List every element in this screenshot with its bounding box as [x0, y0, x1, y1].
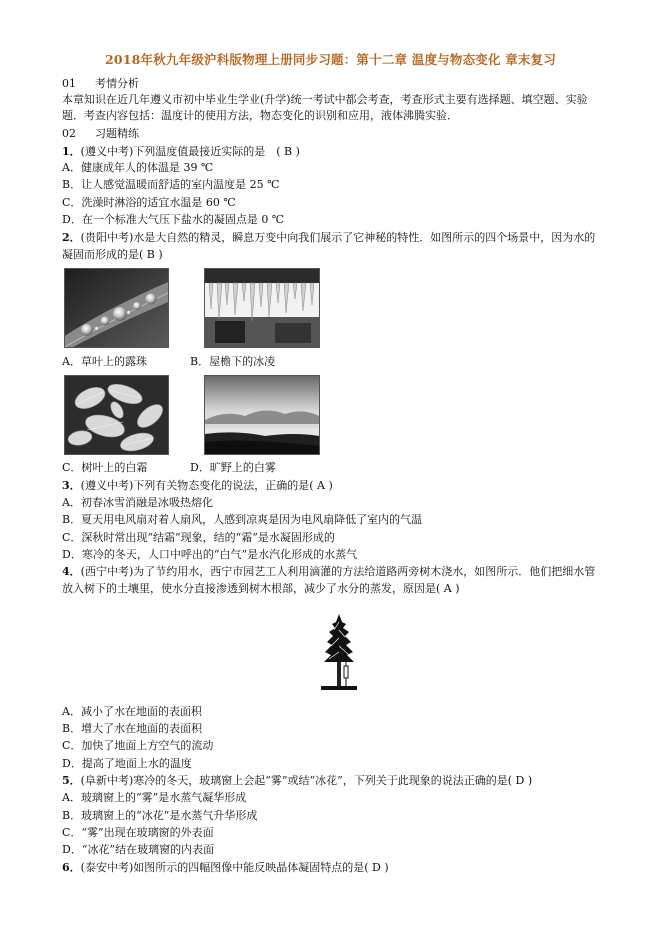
- question-1: [62, 144, 300, 159]
- intro-line-1: 本章知识在近几年遵义市初中毕业生学业(升学)统一考试中都会考查，考查形式主要有选择题、填空题、实验: [62, 93, 588, 106]
- q5-option-d: D．“冰花”结在玻璃窗的内表面: [62, 843, 215, 856]
- q3-option-c: C．深秋时常出现“结霜”现象，结的“霜”是水凝固形成的: [62, 531, 335, 544]
- q1-option-d: D．在一个标准大气压下盐水的凝固点是 0 ℃: [62, 213, 285, 226]
- page-title: 2018年秋九年级沪科版物理上册同步习题：第十二章 温度与物态变化 章末复习: [104, 52, 557, 67]
- q4-option-b: B．增大了水在地面的表面积: [62, 722, 203, 735]
- drip-irrigation-tree-figure: [318, 612, 360, 694]
- question-3-number: 3．: [62, 479, 81, 492]
- q5-option-a: A．玻璃窗上的“雾”是水蒸气凝华形成: [62, 791, 247, 804]
- q3-option-d: D．寒冷的冬天，人口中呼出的“白气”是水汽化形成的水蒸气: [62, 548, 358, 561]
- q5-option-c: C．“雾”出现在玻璃窗的外表面: [62, 826, 214, 839]
- question-5: [62, 773, 532, 788]
- dew-drops-photo: [64, 268, 169, 348]
- question-1-stem: (遵义中考)下列温度值最接近实际的是 ( B ): [80, 145, 300, 158]
- q4-option-d: D．提高了地面上水的温度: [62, 757, 192, 770]
- question-6-number: 6．: [62, 861, 81, 874]
- question-2: [62, 230, 595, 245]
- question-2-stem-1: (贵阳中考)水是大自然的精灵，瞬息万变中向我们展示了它神秘的特性．如图所示的四个场景中，因为水的: [80, 231, 596, 244]
- question-2-number: 2．: [62, 231, 81, 244]
- question-4-stem-2: 放入树下的土壤里，使水分直接渗透到树木根部，减少了水分的蒸发，原因是( A ): [62, 582, 460, 595]
- q2-option-a: A．草叶上的露珠: [62, 355, 147, 368]
- section-heading-analysis: 考情分析: [95, 77, 139, 90]
- question-6: [62, 860, 389, 875]
- q1-option-a: A．健康成年人的体温是 39 ℃: [62, 161, 214, 174]
- question-4-stem-1: (西宁中考)为了节约用水，西宁市园艺工人利用滴灌的方法给道路两旁树木浇水，如图所示．他们把细水管: [80, 565, 596, 578]
- q1-option-b: B．让人感觉温暖而舒适的室内温度是 25 ℃: [62, 178, 280, 191]
- question-5-stem: (阜新中考)寒冷的冬天，玻璃窗上会起“雾”或结“冰花”，下列关于此现象的说法正确的是( D ): [80, 774, 533, 787]
- water-pipe-icon: [344, 662, 348, 686]
- section-number-1: 01: [62, 77, 76, 90]
- section-number-2: 02: [62, 127, 76, 140]
- intro-line-2: 题．考查内容包括：温度计的使用方法，物态变化的识别和应用，液体沸腾实验．: [62, 109, 458, 122]
- question-1-number: 1．: [62, 145, 81, 158]
- q3-option-a: A．初春冰雪消融是冰吸热熔化: [62, 496, 213, 509]
- q2-option-c: C．树叶上的白霜: [62, 461, 148, 474]
- question-2-stem-2: 凝固而形成的是( B ): [62, 248, 163, 261]
- question-6-stem: (泰安中考)如图所示的四幅图像中能反映晶体凝固特点的是( D ): [80, 861, 389, 874]
- question-3: [62, 478, 333, 493]
- q4-option-c: C．加快了地面上方空气的流动: [62, 739, 214, 752]
- q5-option-b: B．玻璃窗上的“冰花”是水蒸气升华形成: [62, 809, 258, 822]
- q1-option-c: C．洗澡时淋浴的适宜水温是 60 ℃: [62, 196, 236, 209]
- fog-field-photo: [204, 375, 320, 455]
- q2-option-b: B．屋檐下的冰凌: [190, 355, 276, 368]
- q3-option-b: B．夏天用电风扇对着人扇风，人感到凉爽是因为电风扇降低了室内的气温: [62, 513, 423, 526]
- question-3-stem: (遵义中考)下列有关物态变化的说法，正确的是( A ): [80, 479, 333, 492]
- question-5-number: 5．: [62, 774, 81, 787]
- question-4: [62, 564, 595, 579]
- q2-option-d: D．旷野上的白雾: [190, 461, 276, 474]
- section-heading-exercises: 习题精练: [95, 127, 139, 140]
- question-4-number: 4．: [62, 565, 81, 578]
- ground: [321, 686, 357, 690]
- icicles-photo: [204, 268, 320, 348]
- tree-icon: [324, 614, 354, 686]
- frost-leaves-photo: [64, 375, 169, 455]
- q4-option-a: A．减小了水在地面的表面积: [62, 705, 202, 718]
